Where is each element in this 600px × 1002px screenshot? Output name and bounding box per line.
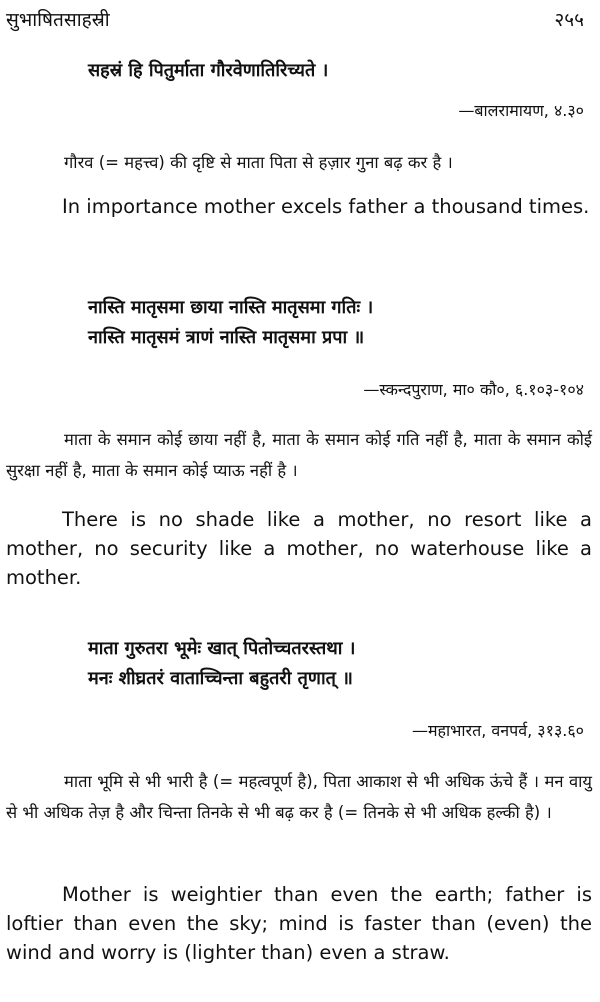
english-translation: In importance mother excels father a thousand times. [62,195,590,218]
verse-line: नास्ति मातृसमा छाया नास्ति मातृसमा गतिः । [88,297,374,318]
page-number: २५५ [554,9,584,31]
verse-source: —बालरामायण, ४.३० [458,101,584,120]
verse-source: —स्कन्दपुराण, मा० कौ०, ६.१०३-१०४ [363,380,584,399]
verse-line: सहस्रं हि पितुर्माता गौरवेणातिरिच्यते । [88,60,329,81]
english-translation: Mother is weightier than even the earth; father is loftier than even the sky; mind is faster than (even) the wind and worry is (lighter than) even a straw. [6,883,592,964]
hindi-translation: गौरव (= महत्त्व) की दृष्टि से माता पिता से हज़ार गुना बढ़ कर है । [64,153,453,172]
running-head [6,6,584,34]
verse-line: मनः शीघ्रतरं वाताच्चिन्ता बहुतरी तृणात् ॥ [88,668,353,689]
sanskrit-verse [88,634,355,694]
verse-source: —महाभारत, वनपर्व, ३१३.६० [411,721,584,740]
sanskrit-verse [88,56,328,86]
sanskrit-verse [88,293,373,353]
hindi-translation: माता के समान कोई छाया नहीं है, माता के समान कोई गति नहीं है, माता के समान कोई सुरक्षा नहीं है, माता के समान कोई प्याऊ नहीं है । [6,430,592,480]
book-title: सुभाषितसाहस्री [6,9,110,31]
hindi-translation: माता भूमि से भी भारी है (= महत्वपूर्ण है), पिता आकाश से भी अधिक ऊंचे हैं । मन वायु से भी अधिक तेज़ है और चिन्ता तिनके से भी बढ़ कर है (= तिनके से भी अधिक हल्की है) । [6,772,592,822]
verse-line: माता गुरुतरा भूमेः खात् पितोच्चतरस्तथा । [88,638,356,659]
verse-line: नास्ति मातृसमं त्राणं नास्ति मातृसमा प्रपा ॥ [88,327,365,348]
english-translation: There is no shade like a mother, no resort like a mother, no security like a mother, no waterhouse like a mother. [6,508,592,589]
